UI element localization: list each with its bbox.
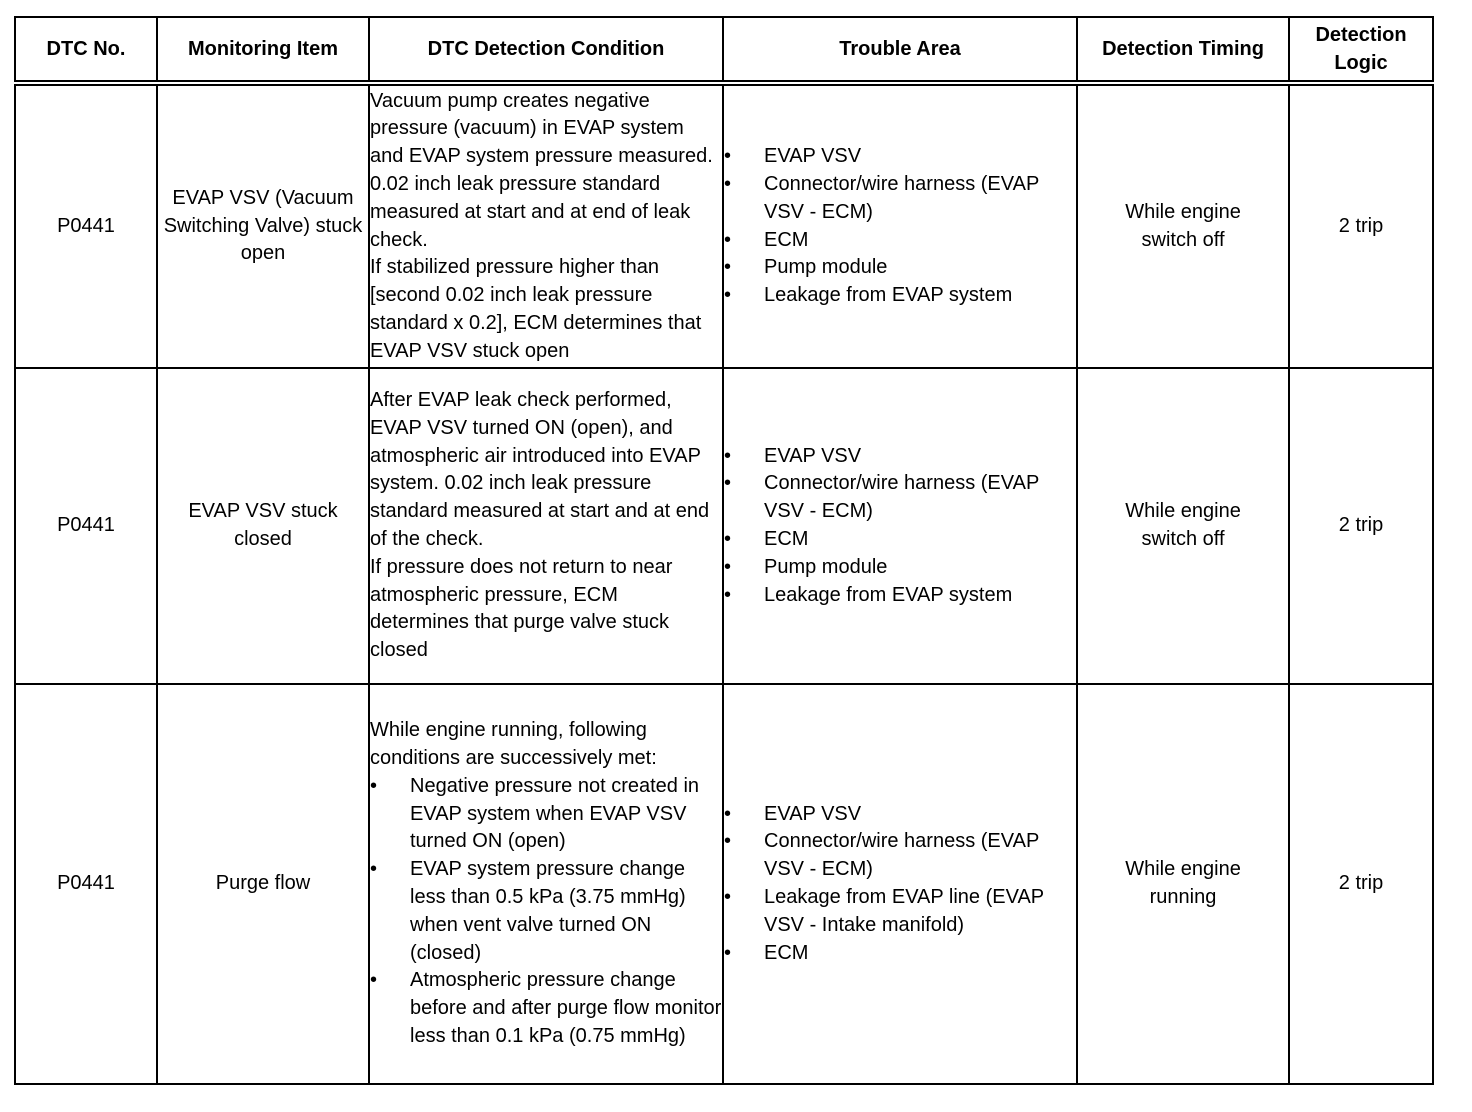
trouble-area-item: • EVAP VSV <box>724 801 1076 829</box>
detection-timing-cell <box>1077 368 1289 684</box>
trouble-area-cell <box>723 684 1077 1084</box>
trouble-area-item: • Connector/wire harness (EVAP VSV - ECM) <box>724 470 1076 526</box>
dtc-table <box>14 16 1434 1085</box>
trouble-area-item: • Leakage from EVAP system <box>724 282 1076 310</box>
monitoring-item-text: EVAP VSV stuck closed <box>188 500 338 550</box>
trouble-area-item: • EVAP VSV <box>724 443 1076 471</box>
header-monitoring-item: Monitoring Item <box>157 17 369 83</box>
monitoring-item-cell <box>157 368 369 684</box>
trouble-area-item: • Connector/wire harness (EVAP VSV - ECM) <box>724 171 1076 227</box>
condition-bullet: • Negative pressure not created in EVAP system when EVAP VSV turned ON (open) <box>370 773 722 856</box>
condition-bullet: • EVAP system pressure change less than 0.5 kPa (3.75 mmHg) when vent valve turned ON (closed) <box>370 856 722 967</box>
trouble-area-list <box>724 443 1076 610</box>
condition-paragraph: While engine running, following conditions are successively met: <box>370 719 657 770</box>
monitoring-item-cell: Purge flow <box>157 684 369 1084</box>
header-detection-timing: Detection Timing <box>1077 17 1289 83</box>
table-row <box>15 368 1433 684</box>
trouble-area-item: • ECM <box>724 940 1076 968</box>
table-header <box>15 17 1433 83</box>
table-row <box>15 83 1433 368</box>
detection-timing-cell <box>1077 684 1289 1084</box>
trouble-area-list <box>724 801 1076 968</box>
trouble-area-item: • Connector/wire harness (EVAP VSV - ECM) <box>724 828 1076 884</box>
header-dtc-no: DTC No. <box>15 17 157 83</box>
detection-logic-cell: 2 trip <box>1289 368 1433 684</box>
detection-logic-cell: 2 trip <box>1289 83 1433 368</box>
condition-bullet-list <box>370 773 722 1051</box>
header-trouble-area: Trouble Area <box>723 17 1077 83</box>
condition-paragraph: After EVAP leak check performed, EVAP VSV turned ON (open), and atmospheric air introduced into EVAP system. 0.02 inch leak pressure standard measured at start and at end of the check. <box>370 389 710 550</box>
trouble-area-list <box>724 143 1076 310</box>
detection-timing-cell <box>1077 83 1289 368</box>
condition-paragraph: If stabilized pressure higher than [second 0.02 inch leak pressure standard x 0.2], ECM determines that EVAP VSV stuck open <box>370 256 702 362</box>
trouble-area-item: • ECM <box>724 227 1076 255</box>
detection-timing-text: While engine running <box>1125 858 1241 908</box>
trouble-area-item: • Pump module <box>724 554 1076 582</box>
condition-bullet: • Atmospheric pressure change before and after purge flow monitor less than 0.1 kPa (0.75 mmHg) <box>370 967 722 1050</box>
trouble-area-item: • Leakage from EVAP line (EVAP VSV - Intake manifold) <box>724 884 1076 940</box>
detection-timing-text: While engine switch off <box>1125 500 1241 550</box>
detection-condition-cell <box>369 684 723 1084</box>
trouble-area-cell <box>723 83 1077 368</box>
trouble-area-item: • Leakage from EVAP system <box>724 582 1076 610</box>
detection-timing-text: While engine switch off <box>1125 200 1241 251</box>
trouble-area-item: • EVAP VSV <box>724 143 1076 171</box>
detection-logic-cell: 2 trip <box>1289 684 1433 1084</box>
condition-paragraph: If pressure does not return to near atmospheric pressure, ECM determines that purge valve stuck closed <box>370 555 673 662</box>
trouble-area-cell <box>723 368 1077 684</box>
table-row <box>15 684 1433 1084</box>
dtc-number-cell: P0441 <box>15 684 157 1084</box>
table-body <box>15 83 1433 1084</box>
monitoring-item-cell: EVAP VSV (Vacuum Switching Valve) stuck open <box>157 83 369 368</box>
header-detection-logic: Detection Logic <box>1289 17 1433 83</box>
header-detection-condition: DTC Detection Condition <box>369 17 723 83</box>
condition-paragraph: Vacuum pump creates negative pressure (vacuum) in EVAP system and EVAP system pressure measured. 0.02 inch leak pressure standard measured at start and at end of leak check. <box>370 89 713 251</box>
dtc-number-cell: P0441 <box>15 368 157 684</box>
detection-condition-cell <box>369 368 723 684</box>
header-row <box>15 17 1433 83</box>
trouble-area-item: • Pump module <box>724 254 1076 282</box>
detection-condition-cell <box>369 83 723 368</box>
dtc-number-cell: P0441 <box>15 83 157 368</box>
trouble-area-item: • ECM <box>724 526 1076 554</box>
